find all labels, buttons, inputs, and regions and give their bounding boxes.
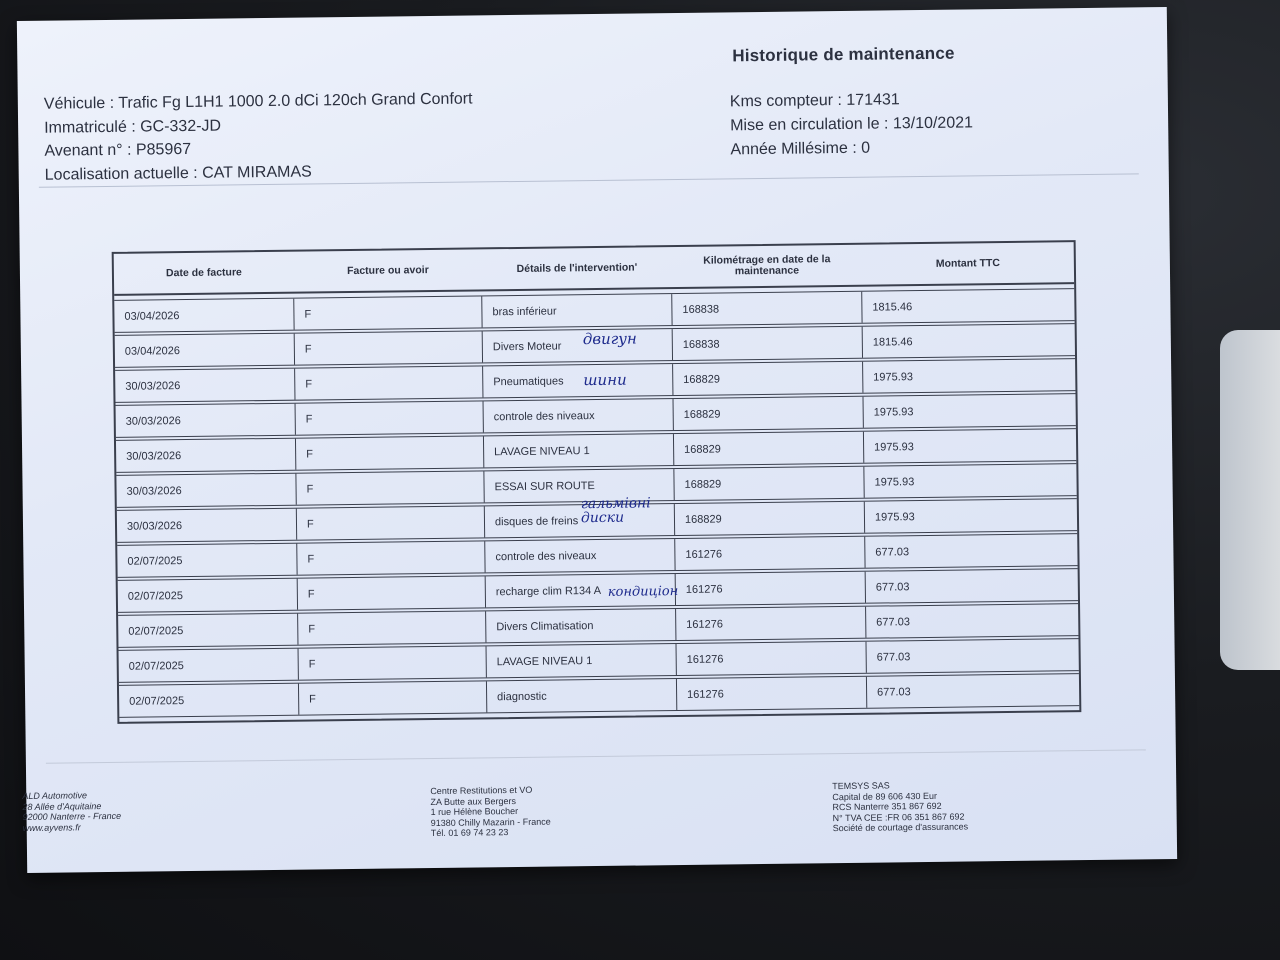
cell-amount-text: 1975.93 [874, 475, 915, 489]
cell-details [485, 495, 675, 537]
cell-date [116, 404, 296, 437]
cell-km [675, 502, 865, 535]
cell-km [675, 537, 865, 570]
cell-details-text: recharge clim R134 A [495, 584, 602, 598]
maintenance-sheet [17, 7, 1177, 873]
vehicle-avenant: Avenant n° : P85967 [44, 140, 192, 160]
cell-date-text: 30/03/2026 [126, 449, 182, 463]
header-details: Détails de l'intervention' [516, 260, 638, 275]
footer-line: N° TVA CEE :FR 06 351 867 692 [832, 811, 965, 823]
header-date: Date de facture [165, 265, 242, 279]
cell-amount-text: 677.03 [876, 615, 910, 629]
cell-date-text: 30/03/2026 [126, 519, 183, 533]
cell-date [116, 439, 296, 472]
cell-type-text: F [304, 307, 312, 321]
footer-line: 92000 Nanterre - France [22, 810, 122, 823]
footer-line: 91380 Chilly Mazarin - France [430, 816, 551, 828]
cell-amount [866, 604, 1078, 638]
cell-km [676, 572, 866, 605]
cell-type-text: F [306, 482, 314, 496]
cell-type-text: F [306, 447, 313, 461]
cell-km-text: 168829 [683, 372, 721, 386]
cell-km [676, 607, 866, 640]
cell-amount [865, 534, 1077, 568]
cell-details [486, 574, 679, 607]
cell-type [299, 646, 487, 679]
cell-date [114, 299, 294, 332]
cell-type [295, 331, 483, 364]
cell-type-text: F [305, 412, 313, 426]
cell-date-text: 02/07/2025 [129, 694, 185, 708]
vehicle-location: Localisation actuelle : CAT MIRAMAS [44, 162, 312, 184]
cell-type [297, 541, 485, 574]
cell-type [296, 401, 484, 434]
cell-type-text: F [308, 657, 316, 671]
cell-details-text: LAVAGE NIVEAU 1 [494, 444, 590, 458]
cell-details [484, 434, 674, 467]
vehicle-info [44, 87, 474, 186]
seat-edge [1220, 330, 1280, 670]
cell-details [486, 609, 676, 642]
cell-date [119, 649, 299, 682]
cell-type [297, 506, 485, 539]
cell-details-text: LAVAGE NIVEAU 1 [496, 654, 593, 668]
cell-date [116, 474, 296, 507]
cell-type-text: F [307, 552, 315, 566]
cell-amount-text: 1975.93 [874, 510, 915, 524]
footer-left [22, 790, 121, 833]
footer-line: TEMSYS SAS [832, 780, 890, 792]
cell-date-text: 02/07/2025 [128, 659, 184, 673]
model-year: Année Millésime : 0 [730, 139, 871, 159]
cell-km-text: 168829 [684, 442, 721, 456]
cell-details-text: diagnostic [497, 690, 547, 703]
cell-date [117, 509, 297, 542]
cell-amount [867, 674, 1079, 708]
footer-right [832, 779, 968, 833]
cell-details-text: Pneumatiques [493, 374, 564, 388]
footer-line: Capital de 89 606 430 Eur [832, 790, 938, 802]
cell-amount [866, 639, 1078, 673]
cell-amount-text: 1815.46 [872, 300, 913, 314]
footer-line: Société de courtage d'assurances [832, 821, 969, 834]
cell-amount [866, 569, 1078, 603]
footer-center [430, 785, 551, 839]
cell-details [484, 399, 674, 432]
cell-amount-text: 677.03 [877, 685, 911, 699]
footer-line: Tél. 01 69 74 23 23 [430, 827, 509, 839]
footer-line: 1 rue Hélène Boucher [430, 805, 519, 818]
cell-details [485, 539, 675, 572]
cell-type-text: F [308, 622, 316, 636]
cell-date [119, 684, 299, 717]
cell-amount-text: 677.03 [875, 580, 910, 594]
cell-type [298, 611, 486, 644]
cell-details-text: controle des niveaux [495, 549, 597, 563]
cell-km-text: 161276 [685, 547, 723, 561]
registration-date: Mise en circulation le : 13/10/2021 [730, 114, 974, 135]
cell-km-text: 161276 [686, 652, 724, 666]
cell-details-text: bras inférieur [492, 304, 557, 318]
footer-line: ALD Automotive [22, 790, 88, 802]
cell-date-text: 30/03/2026 [126, 484, 182, 498]
cell-details-text: Divers Moteur [492, 339, 562, 353]
cell-details-text: Divers Climatisation [496, 619, 594, 633]
cell-type [296, 436, 484, 469]
cell-details [483, 329, 673, 362]
cell-amount [864, 429, 1076, 463]
cell-km [673, 327, 863, 360]
vehicle-plate: Immatriculé : GC-332-JD [44, 117, 222, 137]
header-amount: Montant TTC [935, 256, 1001, 270]
cell-details-text: controle des niveaux [493, 409, 595, 423]
cell-type-text: F [305, 377, 313, 391]
cell-type [299, 681, 487, 714]
cell-date [118, 614, 298, 647]
cell-amount [863, 394, 1075, 428]
cell-type-text: F [304, 342, 312, 356]
footer-line: www.ayvens.fr [22, 821, 81, 833]
handwritten-note: кондиціон [607, 584, 679, 600]
cell-amount [862, 289, 1074, 323]
cell-date [115, 369, 295, 402]
cell-km-text: 168829 [684, 512, 722, 526]
header-km: Kilométrage en date de la maintenance [703, 253, 831, 278]
footer-line: ZA Butte aux Bergers [430, 795, 517, 807]
cell-amount [863, 359, 1075, 393]
cell-km [676, 642, 866, 675]
cell-amount [863, 324, 1075, 358]
vehicle-model: Véhicule : Trafic Fg L1H1 1000 2.0 dCi 120ch Grand Confort [43, 90, 473, 113]
cell-km-text: 161276 [685, 582, 723, 596]
cell-type [298, 576, 486, 609]
cell-km [672, 292, 862, 325]
cell-details [483, 364, 673, 397]
cell-date-text: 02/07/2025 [128, 624, 184, 638]
cell-date-text: 30/03/2026 [125, 379, 181, 393]
kms-counter: Kms compteur : 171431 [729, 91, 900, 111]
handwritten-note: двигун [582, 329, 637, 349]
cell-date [115, 334, 295, 367]
table-body [114, 284, 1079, 722]
footer-line: RCS Nanterre 351 867 692 [832, 800, 942, 813]
cell-km [674, 397, 864, 430]
cell-date-text: 03/04/2026 [124, 309, 180, 323]
cell-amount [865, 499, 1077, 533]
vehicle-stats [730, 87, 974, 162]
cell-km-text: 168838 [682, 337, 720, 351]
maintenance-table [112, 240, 1082, 724]
cell-type [295, 366, 483, 399]
cell-type-text: F [307, 587, 315, 601]
cell-details [482, 294, 672, 327]
cell-date-text: 03/04/2026 [124, 344, 181, 358]
cell-km-text: 161276 [687, 687, 724, 701]
cell-type-text: F [306, 517, 314, 531]
cell-km [673, 362, 863, 395]
cell-date-text: 30/03/2026 [125, 414, 181, 428]
cell-type [294, 296, 482, 329]
cell-type-text: F [309, 692, 316, 706]
footer-line: Centre Restitutions et VO [430, 784, 533, 797]
cell-km [677, 677, 867, 710]
cell-km-text: 161276 [686, 617, 724, 631]
cell-km-text: 168829 [683, 407, 721, 421]
cell-km-text: 168829 [684, 477, 722, 491]
cell-details-text: ESSAI SUR ROUTE [494, 479, 595, 493]
cell-date [117, 544, 297, 577]
cell-km-text: 168838 [682, 302, 720, 316]
cell-amount-text: 677.03 [876, 650, 911, 664]
handwritten-note: шини [583, 370, 627, 390]
cell-date [118, 579, 298, 612]
cell-date-text: 02/07/2025 [127, 589, 184, 603]
cell-date-text: 02/07/2025 [127, 554, 183, 568]
cell-type [296, 471, 484, 504]
document-title: Historique de maintenance [732, 43, 955, 66]
header-type: Facture ou avoir [346, 263, 429, 277]
cell-details [487, 644, 677, 677]
cell-km [674, 467, 864, 500]
cell-km [674, 432, 864, 465]
handwritten-note: гальмівні диски [580, 495, 651, 527]
cell-amount-text: 1815.46 [872, 335, 913, 349]
cell-amount-text: 1975.93 [873, 405, 914, 419]
cell-amount-text: 1975.93 [874, 440, 914, 454]
cell-amount [864, 464, 1076, 498]
cell-details [487, 679, 677, 712]
footer-line: 28 Allée d'Aquitaine [22, 800, 102, 812]
cell-details-text: disques de freins [494, 514, 579, 528]
footer-divider [46, 749, 1146, 763]
cell-amount-text: 677.03 [875, 545, 910, 559]
cell-amount-text: 1975.93 [873, 370, 914, 384]
